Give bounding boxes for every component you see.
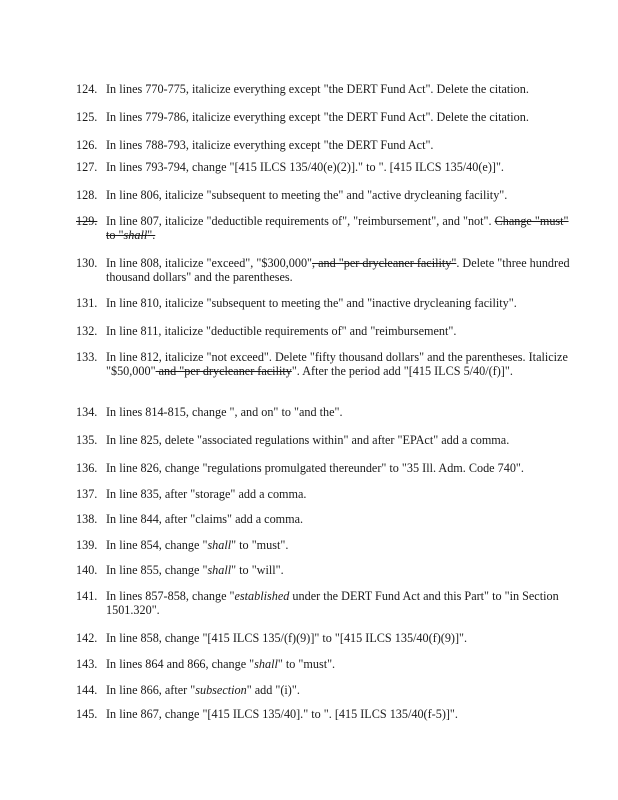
text-segment: " to "must". (277, 657, 336, 671)
text-segment: " add "(i)". (246, 683, 300, 697)
item-text (106, 256, 576, 284)
item-text (106, 512, 576, 526)
item-text (106, 138, 576, 152)
text-segment: In line 808, italicize "exceed", "$300,000" (106, 256, 313, 270)
struck-text: ". (147, 228, 156, 242)
item-number: 129. (76, 214, 98, 228)
item-number: 143. (76, 657, 98, 671)
text-segment: In line 854, change " (106, 538, 208, 552)
text-segment: In line 825, delete "associated regulations within" and after "EPAct" add a comma. (106, 433, 510, 447)
item-text (106, 110, 576, 124)
struck-text: , and "per drycleaner facility" (312, 256, 457, 270)
item-number: 134. (76, 405, 98, 419)
item-text (106, 296, 576, 310)
italic-text: subsection (195, 683, 247, 697)
item-text (106, 657, 576, 671)
item-text (106, 631, 576, 645)
item-text (106, 433, 576, 447)
item-number: 145. (76, 707, 98, 721)
text-segment: In line 844, after "claims" add a comma. (106, 512, 304, 526)
item-number: 140. (76, 563, 98, 577)
item-number: 135. (76, 433, 98, 447)
item-text (106, 82, 576, 96)
item-text (106, 324, 576, 338)
item-number: 126. (76, 138, 98, 152)
item-text (106, 683, 576, 697)
item-text (106, 487, 576, 501)
item-text (106, 214, 576, 242)
text-segment: " to "must". (231, 538, 289, 552)
struck-text: shall (123, 228, 148, 242)
text-segment: In line 835, after "storage" add a comma. (106, 487, 307, 501)
struck-text: and "per drycleaner facility (155, 364, 292, 378)
text-segment: In lines 779-786, italicize everything except "the DERT Fund Act". Delete the citation. (106, 110, 529, 124)
item-text (106, 538, 576, 552)
text-segment: In line 806, italicize "subsequent to meeting the" and "active drycleaning facility". (106, 188, 508, 202)
text-segment: under the DERT Fund Act and this Part" to "in Section 1501.320". (106, 589, 559, 617)
item-text (106, 350, 576, 378)
text-segment: ". After the period add "[415 ILCS 5/40/(f)]". (291, 364, 513, 378)
text-segment: In lines 864 and 866, change " (106, 657, 255, 671)
italic-text: established (234, 589, 290, 603)
text-segment: In line 866, after " (106, 683, 196, 697)
item-number: 131. (76, 296, 98, 310)
item-number: 128. (76, 188, 98, 202)
text-segment: In lines 857-858, change " (106, 589, 235, 603)
item-number: 141. (76, 589, 98, 603)
text-segment: In line 855, change " (106, 563, 208, 577)
item-number: 144. (76, 683, 98, 697)
item-number: 133. (76, 350, 98, 364)
italic-text: shall (254, 657, 278, 671)
item-number: 127. (76, 160, 98, 174)
text-segment: In line 811, italicize "deductible requirements of" and "reimbursement". (106, 324, 457, 338)
text-segment: In lines 814-815, change ", and on" to "and the". (106, 405, 343, 419)
item-number: 139. (76, 538, 98, 552)
text-segment: In line 826, change "regulations promulgated thereunder" to "35 Ill. Adm. Code 740". (106, 461, 524, 475)
item-text (106, 461, 576, 475)
text-segment: In lines 770-775, italicize everything except "the DERT Fund Act". Delete the citation. (106, 82, 529, 96)
item-text (106, 563, 576, 577)
item-number: 138. (76, 512, 98, 526)
item-number: 125. (76, 110, 98, 124)
text-segment: . Delete "three hundred thousand dollars" and the parentheses. (106, 256, 570, 284)
item-text (106, 707, 576, 721)
item-text (106, 188, 576, 202)
item-number: 137. (76, 487, 98, 501)
text-segment: In line 810, italicize "subsequent to meeting the" and "inactive drycleaning facility". (106, 296, 517, 310)
text-segment: In line 858, change "[415 ILCS 135/(f)(9)]" to "[415 ILCS 135/40(f)(9)]". (106, 631, 468, 645)
item-number: 130. (76, 256, 98, 270)
item-text (106, 405, 576, 419)
italic-text: shall (207, 563, 232, 577)
text-segment: In line 867, change "[415 ILCS 135/40]." to ". [415 ILCS 135/40(f-5)]". (106, 707, 458, 721)
item-text (106, 589, 576, 617)
item-number: 132. (76, 324, 98, 338)
item-number: 142. (76, 631, 98, 645)
text-segment: " to "will". (231, 563, 284, 577)
italic-text: shall (207, 538, 232, 552)
item-number: 136. (76, 461, 98, 475)
item-text (106, 160, 576, 174)
text-segment: In lines 788-793, italicize everything except "the DERT Fund Act". (106, 138, 434, 152)
struck-text: Change "must" to " (106, 214, 569, 242)
text-segment: In lines 793-794, change "[415 ILCS 135/40(e)(2)]." to ". [415 ILCS 135/40(e)]". (106, 160, 504, 174)
text-segment: In line 807, italicize "deductible requirements of", "reimbursement", and "not". (106, 214, 495, 228)
item-number: 124. (76, 82, 98, 96)
text-segment: In line 812, italicize "not exceed". Delete "fifty thousand dollars" and the parentheses. Italicize "$50,000" (106, 350, 568, 378)
